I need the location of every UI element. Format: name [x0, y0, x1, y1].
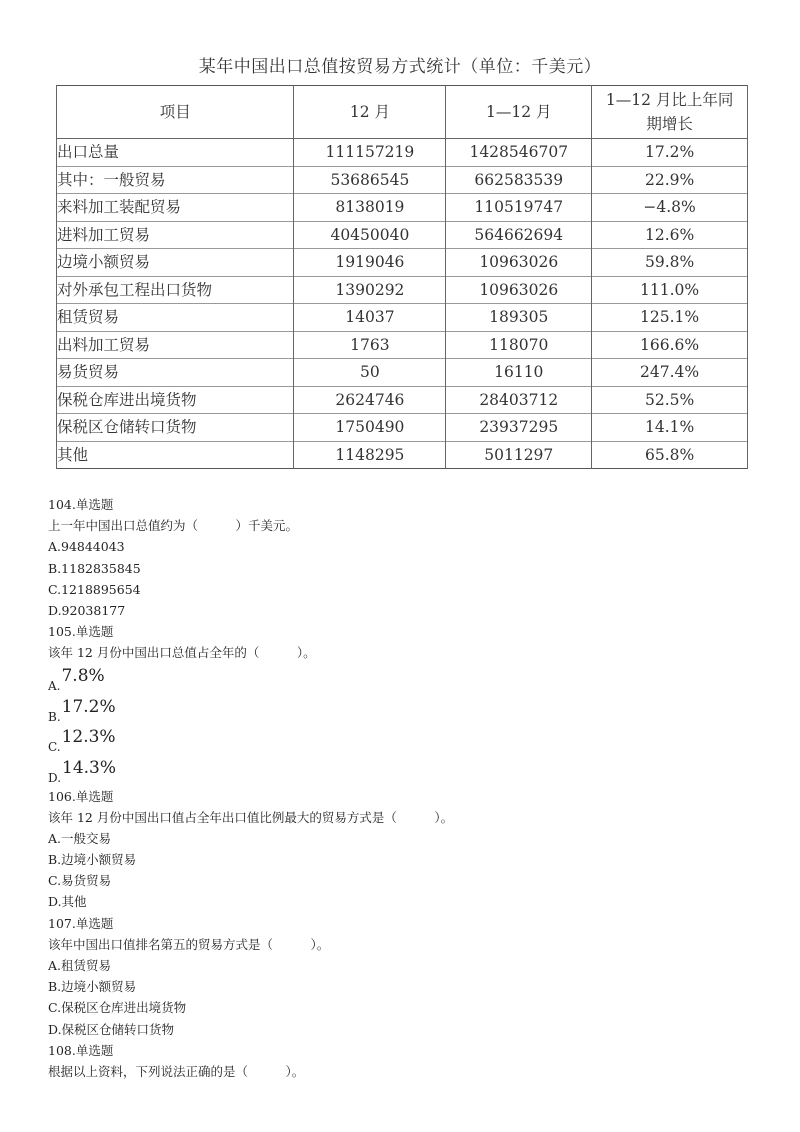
row-jan-dec-value: 564662694 [446, 221, 592, 249]
row-jan-dec-value: 662583539 [446, 166, 592, 194]
option-value: 12.3% [61, 727, 116, 747]
row-jan-dec-value: 5011297 [446, 441, 592, 469]
answer-option[interactable]: C.保税区仓库进出境货物 [48, 1000, 187, 1016]
row-growth-value: 52.5% [592, 386, 748, 414]
row-december-value: 8138019 [294, 194, 446, 222]
question-number: 107.单选题 [48, 915, 114, 931]
table-title: 某年中国出口总值按贸易方式统计（单位：千美元） [198, 57, 602, 77]
row-growth-value: 247.4% [592, 359, 748, 387]
row-jan-dec-value: 1428546707 [446, 139, 592, 167]
row-december-value: 50 [294, 359, 446, 387]
export-statistics-table [56, 85, 748, 469]
row-label: 易货贸易 [57, 359, 294, 387]
answer-option[interactable]: B.边境小额贸易 [48, 979, 137, 995]
answer-option[interactable]: D.92038177 [48, 602, 126, 618]
answer-option[interactable]: D.其他 [48, 894, 87, 910]
row-december-value: 2624746 [294, 386, 446, 414]
question-stem: 该年 12 月份中国出口总值占全年的（ ）。 [48, 645, 316, 661]
row-growth-value: 22.9% [592, 166, 748, 194]
row-growth-value: 166.6% [592, 331, 748, 359]
answer-option[interactable]: D.保税区仓储转口货物 [48, 1021, 175, 1037]
option-value: 17.2% [61, 696, 116, 717]
row-jan-dec-value: 23937295 [446, 414, 592, 442]
table-row [57, 386, 748, 414]
row-label: 出口总量 [57, 139, 294, 167]
row-label: 对外承包工程出口货物 [57, 276, 294, 304]
table-row [57, 304, 748, 332]
question-number: 105.单选题 [48, 624, 114, 640]
row-december-value: 1750490 [294, 414, 446, 442]
row-december-value: 53686545 [294, 166, 446, 194]
row-jan-dec-value: 110519747 [446, 194, 592, 222]
row-label: 进料加工贸易 [57, 221, 294, 249]
answer-option[interactable] [48, 694, 768, 725]
table-row [57, 249, 748, 277]
question-stem: 根据以上资料，下列说法正确的是（ ）。 [48, 1063, 305, 1079]
answer-option[interactable] [48, 755, 768, 786]
row-jan-dec-value: 10963026 [446, 249, 592, 277]
row-label: 租赁贸易 [57, 304, 294, 332]
option-letter: B. [48, 709, 61, 724]
header-growth-line2: 期增长 [646, 115, 693, 133]
row-growth-value: 12.6% [592, 221, 748, 249]
question-number: 106.单选题 [48, 788, 114, 804]
row-december-value: 1919046 [294, 249, 446, 277]
row-december-value: 40450040 [294, 221, 446, 249]
header-growth [592, 86, 748, 139]
row-label: 出料加工贸易 [57, 331, 294, 359]
row-label: 其中：一般贸易 [57, 166, 294, 194]
answer-option[interactable]: A.94844043 [48, 539, 125, 555]
table-row [57, 331, 748, 359]
table-row [57, 441, 748, 469]
table-header-row [57, 86, 748, 139]
row-december-value: 1390292 [294, 276, 446, 304]
table-row [57, 221, 748, 249]
table-row [57, 194, 748, 222]
question-stem: 上一年中国出口总值约为（ ）千美元。 [48, 518, 299, 534]
row-label: 保税区仓储转口货物 [57, 414, 294, 442]
table-row [57, 139, 748, 167]
table-row [57, 359, 748, 387]
question-list [48, 494, 768, 1082]
answer-option[interactable]: A.一般交易 [48, 830, 112, 846]
answer-option[interactable]: B.边境小额贸易 [48, 852, 137, 868]
row-jan-dec-value: 16110 [446, 359, 592, 387]
row-december-value: 1763 [294, 331, 446, 359]
table-row [57, 276, 748, 304]
answer-option[interactable] [48, 664, 768, 695]
answer-option[interactable]: C.易货贸易 [48, 873, 112, 889]
row-december-value: 111157219 [294, 139, 446, 167]
answer-option[interactable]: B.1182835845 [48, 560, 141, 576]
row-growth-value: −4.8% [592, 194, 748, 222]
row-label: 其他 [57, 441, 294, 469]
row-growth-value: 65.8% [592, 441, 748, 469]
row-growth-value: 17.2% [592, 139, 748, 167]
option-letter: A. [48, 679, 61, 693]
option-value: 14.3% [62, 757, 117, 778]
header-jan-dec: 1—12 月 [446, 86, 592, 139]
row-december-value: 1148295 [294, 441, 446, 469]
answer-option[interactable] [48, 725, 768, 756]
question-stem: 该年 12 月份中国出口值占全年出口值比例最大的贸易方式是（ ）。 [48, 809, 454, 825]
row-growth-value: 111.0% [592, 276, 748, 304]
row-jan-dec-value: 10963026 [446, 276, 592, 304]
option-letter: D. [48, 770, 62, 785]
row-label: 来料加工装配贸易 [57, 194, 294, 222]
row-label: 保税仓库进出境货物 [57, 386, 294, 414]
table-row [57, 414, 748, 442]
row-growth-value: 14.1% [592, 414, 748, 442]
row-growth-value: 125.1% [592, 304, 748, 332]
header-growth-line1: 1—12 月比上年同 [605, 91, 734, 109]
row-growth-value: 59.8% [592, 249, 748, 277]
question-stem: 该年中国出口值排名第五的贸易方式是（ ）。 [48, 936, 330, 952]
table-row [57, 166, 748, 194]
question-number: 104.单选题 [48, 497, 114, 512]
row-jan-dec-value: 118070 [446, 331, 592, 359]
option-value: 7.8% [61, 666, 105, 686]
row-jan-dec-value: 28403712 [446, 386, 592, 414]
option-letter: C. [48, 740, 61, 754]
header-item: 项目 [57, 86, 294, 139]
row-label: 边境小额贸易 [57, 249, 294, 277]
table-body [57, 139, 748, 469]
question-number: 108.单选题 [48, 1042, 114, 1058]
row-jan-dec-value: 189305 [446, 304, 592, 332]
answer-option[interactable]: C.1218895654 [48, 581, 141, 597]
row-december-value: 14037 [294, 304, 446, 332]
header-december: 12 月 [294, 86, 446, 139]
answer-option[interactable]: A.租赁贸易 [48, 958, 112, 973]
